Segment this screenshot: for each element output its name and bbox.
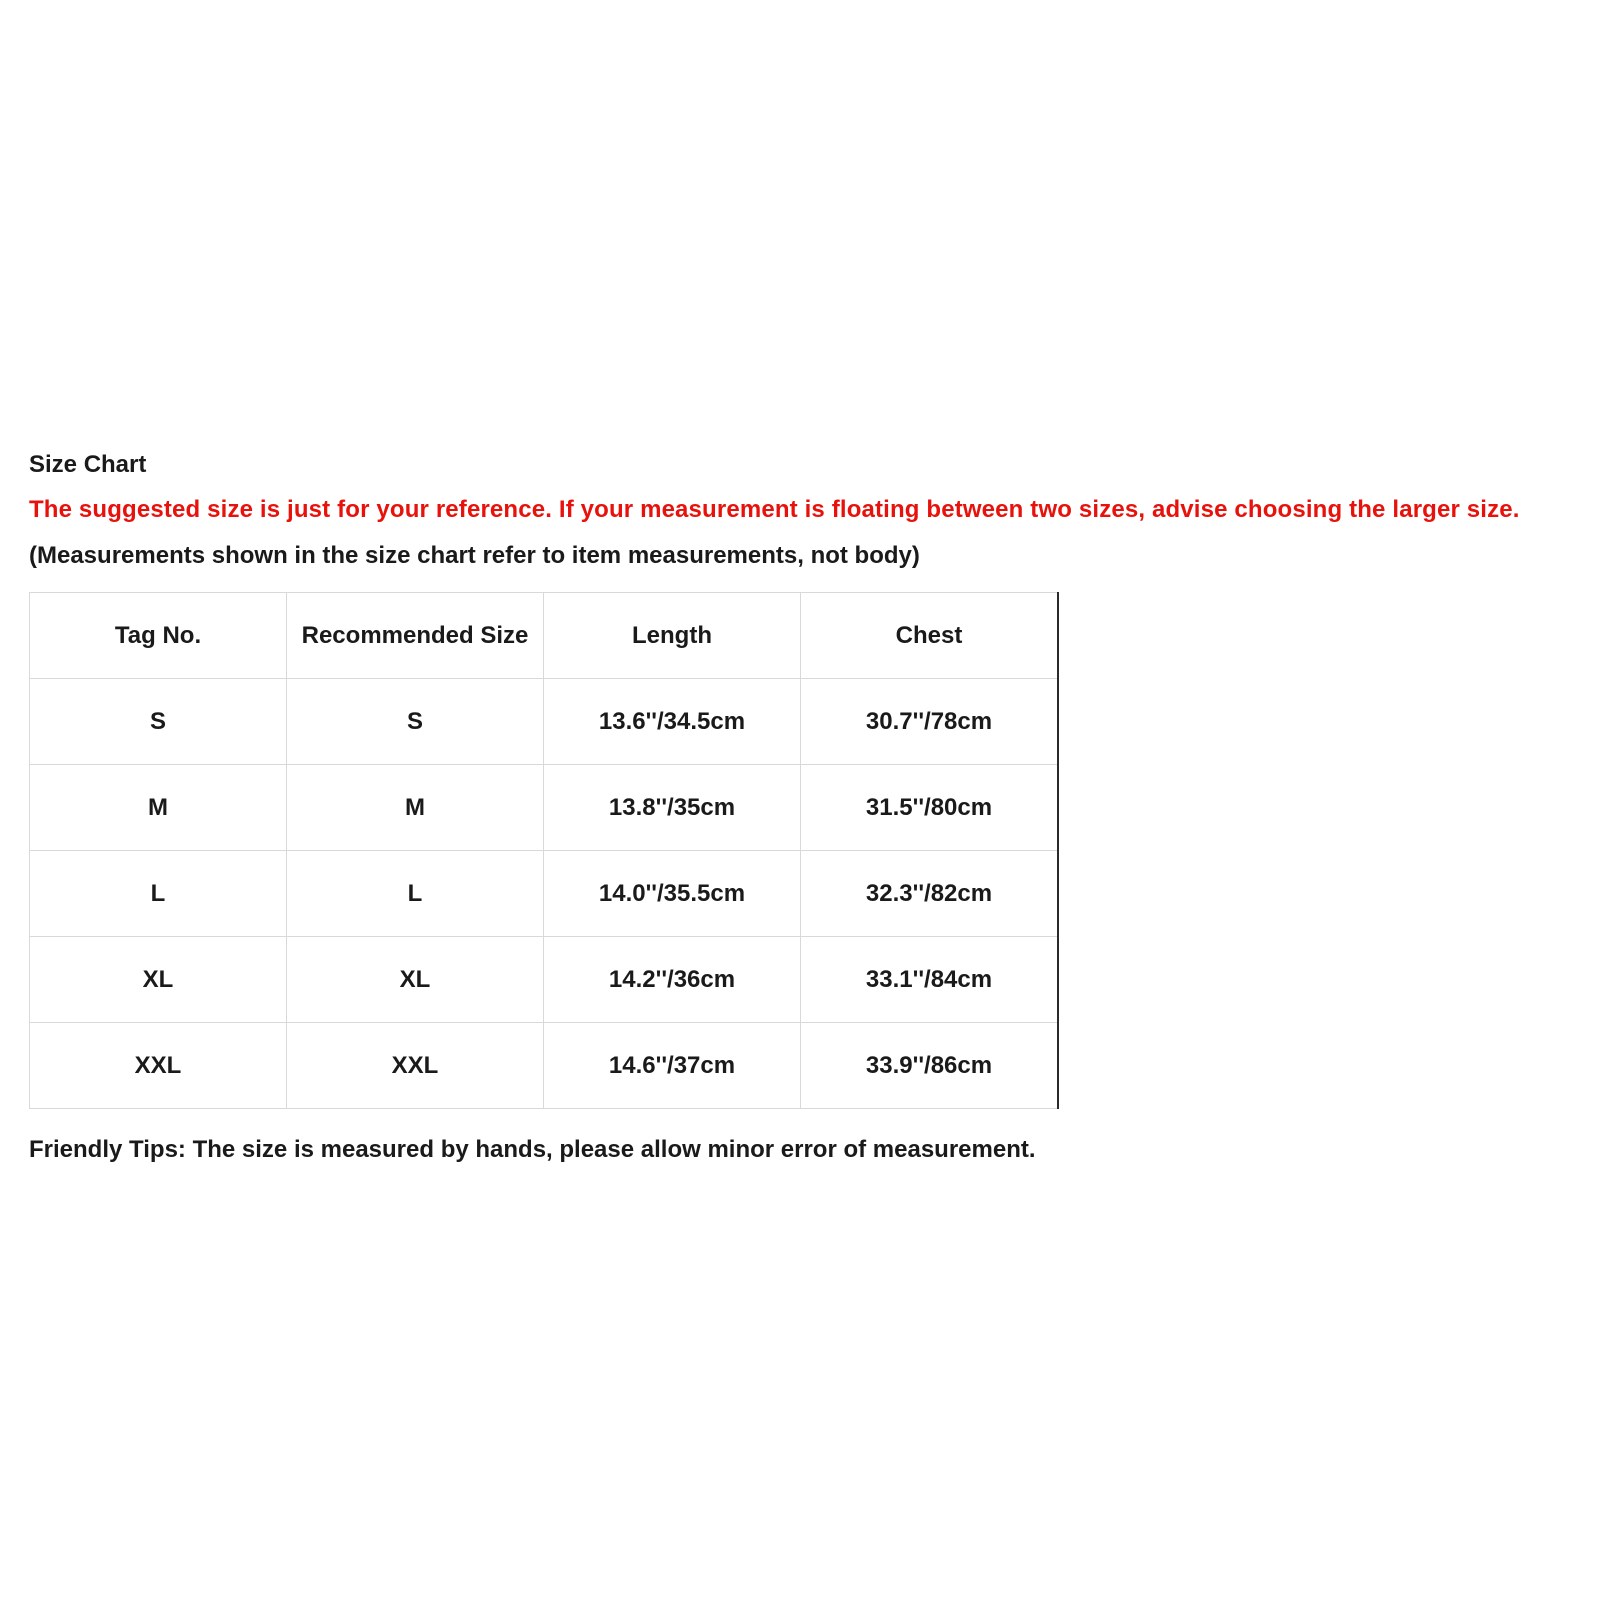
table-row: [30, 851, 1059, 937]
cell-tag-no: S: [30, 679, 287, 765]
cell-chest: 31.5''/80cm: [801, 765, 1059, 851]
table-row: [30, 1023, 1059, 1109]
friendly-tips: Friendly Tips: The size is measured by hands, please allow minor error of measurement.: [29, 1136, 1036, 1163]
cell-chest: 32.3''/82cm: [801, 851, 1059, 937]
measurement-note: (Measurements shown in the size chart refer to item measurements, not body): [29, 542, 920, 569]
size-table: [29, 592, 1059, 1109]
cell-length: 14.2''/36cm: [544, 937, 801, 1023]
size-warning-text: The suggested size is just for your reference. If your measurement is floating between two sizes, advise choosing the larger size.: [29, 496, 1520, 523]
cell-recommended-size: M: [287, 765, 544, 851]
cell-length: 13.8''/35cm: [544, 765, 801, 851]
cell-recommended-size: XXL: [287, 1023, 544, 1109]
table-row: [30, 765, 1059, 851]
cell-length: 13.6''/34.5cm: [544, 679, 801, 765]
header-recommended-size: Recommended Size: [287, 593, 544, 679]
table-header-row: [30, 593, 1059, 679]
cell-length: 14.6''/37cm: [544, 1023, 801, 1109]
table-row: [30, 679, 1059, 765]
cell-recommended-size: L: [287, 851, 544, 937]
cell-recommended-size: S: [287, 679, 544, 765]
cell-recommended-size: XL: [287, 937, 544, 1023]
cell-tag-no: L: [30, 851, 287, 937]
cell-chest: 33.1''/84cm: [801, 937, 1059, 1023]
header-tag-no: Tag No.: [30, 593, 287, 679]
cell-tag-no: XL: [30, 937, 287, 1023]
cell-chest: 33.9''/86cm: [801, 1023, 1059, 1109]
header-length: Length: [544, 593, 801, 679]
header-chest: Chest: [801, 593, 1059, 679]
cell-tag-no: XXL: [30, 1023, 287, 1109]
cell-tag-no: M: [30, 765, 287, 851]
size-chart-title: Size Chart: [29, 451, 147, 478]
cell-length: 14.0''/35.5cm: [544, 851, 801, 937]
cell-chest: 30.7''/78cm: [801, 679, 1059, 765]
table-row: [30, 937, 1059, 1023]
